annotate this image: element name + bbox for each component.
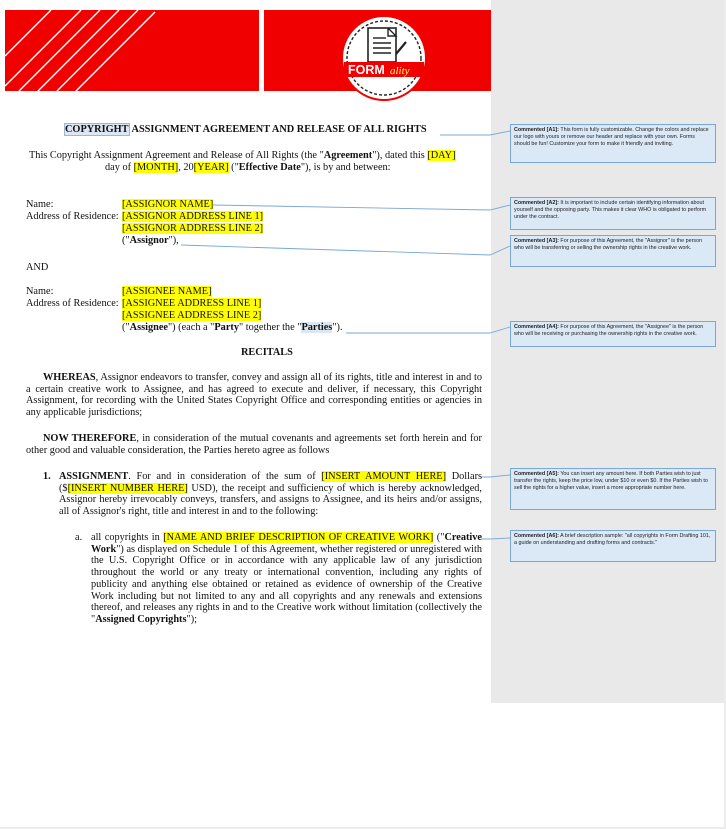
assignee-address-label: Address of Residence:: [26, 298, 119, 309]
work-placeholder: [NAME AND BRIEF DESCRIPTION OF CREATIVE WORK]: [163, 532, 434, 543]
subsection-a-number: a.: [75, 532, 83, 543]
subsection-a-paragraph: all copyrights in [NAME AND BRIEF DESCRIPTION OF CREATIVE WORK] ("Creative Work") as displayed on Schedule 1 of this Agreement, whether registered or unregistered with the U.S. Copyright Office or in accordance with any applicable law of any jurisdiction throughout the world or any treaty or international convention, including any rights of publicity and anything else obtained or retained as evidence of ownership of the Creative Work including but not limited to any and all copyrights and any renewals and extensions thereof, and releases any rights in and to the Creative work without limitation (collectively the "Assigned Copyrights");: [91, 532, 483, 625]
logo-text: FORM: [348, 63, 385, 77]
formality-logo: [340, 14, 428, 102]
header-banner-left: [5, 10, 259, 91]
assignor-name-label: Name:: [26, 199, 54, 210]
assignor-address-line-2: [ASSIGNOR ADDRESS LINE 2]: [122, 223, 264, 234]
comments-pane: [491, 0, 724, 703]
intro-line-1: This Copyright Assignment Agreement and Release of All Rights (the "Agreement"), dated this [DAY]: [29, 150, 456, 161]
section-1-paragraph: ASSIGNMENT. For and in consideration of the sum of [INSERT AMOUNT HERE] Dollars ($[INSERT NUMBER HERE] USD), the receipt and sufficiency of which is hereby acknowledged, Assignor hereby irrevocably conveys, transfers, and assigns to Assignee, and its heirs and/or assigns, all of Assignor's right, title and interest in and to the following:: [59, 471, 483, 518]
assignee-name-label: Name:: [26, 286, 54, 297]
assignee-definition: ("Assignee") (each a "Party" together the "Parties").: [122, 322, 343, 333]
comment-a2[interactable]: Commented [A2]: It is important to include certain identifying information about yourself and the opposing party. This makes it clear WHO is obligated to perform under the contract.: [510, 197, 716, 230]
comment-a6[interactable]: Commented [A6]: A brief description sample: "all copyrights in Form Drafting 101, a guide on understanding and drafting forms and contracts.": [510, 530, 716, 562]
hatch-pattern: [5, 10, 259, 91]
month-placeholder: [MONTH]: [133, 162, 179, 173]
now-therefore-paragraph: NOW THEREFORE, in consideration of the mutual covenants and agreements set forth herein and for other good and valuable consideration, the Parties hereto agree as follows: [26, 433, 482, 456]
document-title: COPYRIGHT ASSIGNMENT AGREEMENT AND RELEASE OF ALL RIGHTS: [65, 124, 427, 135]
assignor-definition: ("Assignor"),: [122, 235, 179, 246]
and-separator: AND: [26, 262, 49, 273]
intro-line-2: day of [MONTH], 20[YEAR] ("Effective Date"), is by and between:: [105, 162, 391, 173]
assignor-name-placeholder: [ASSIGNOR NAME]: [122, 199, 214, 210]
year-placeholder: [YEAR]: [193, 162, 229, 173]
comment-a5[interactable]: Commented [A5]: You can insert any amount here. If both Parties wish to just transfer the rights, keep the price low, under $10 or even $0. If the Parties wish to sell the rights for a higher value, insert a more appropriate number here.: [510, 468, 716, 510]
whereas-paragraph: WHEREAS, Assignor endeavors to transfer, convey and assign all of its rights, title and interest in and to a certain creative work to Assignee, and has agreed to execute and deliver, if necessary, this Copyright Assignment, for recording with the United States Copyright Office and corresponding entities or agencies in any applicable jurisdictions;: [26, 372, 482, 419]
comment-a4[interactable]: Commented [A4]: For purpose of this Agreement, the "Assignee" is the person who will be receiving or purchasing the ownership rights in the creative work.: [510, 321, 716, 347]
recitals-heading: RECITALS: [241, 347, 293, 358]
comment-a3[interactable]: Commented [A3]: For purpose of this Agreement, the "Assignor" is the person who will be transferring or selling the ownership rights in the creative work.: [510, 235, 716, 267]
comment-a1[interactable]: Commented [A1]: This form is fully customizable. Change the colors and replace our logo with yours or remove our header and replace with your own. Forms should be fun! Customize your form to make it friendly and inviting.: [510, 124, 716, 163]
assignor-address-line-1: [ASSIGNOR ADDRESS LINE 1]: [122, 211, 264, 222]
assignee-address-line-1: [ASSIGNEE ADDRESS LINE 1]: [122, 298, 262, 309]
assignor-address-label: Address of Residence:: [26, 211, 119, 222]
number-placeholder: [INSERT NUMBER HERE]: [67, 482, 188, 494]
assignee-name-placeholder: [ASSIGNEE NAME]: [122, 286, 212, 297]
assignee-address-line-2: [ASSIGNEE ADDRESS LINE 2]: [122, 310, 262, 321]
day-placeholder: [DAY]: [427, 150, 456, 161]
section-1-number: 1.: [43, 471, 51, 482]
amount-placeholder: [INSERT AMOUNT HERE]: [321, 471, 447, 482]
logo-accent: ality: [390, 65, 410, 77]
